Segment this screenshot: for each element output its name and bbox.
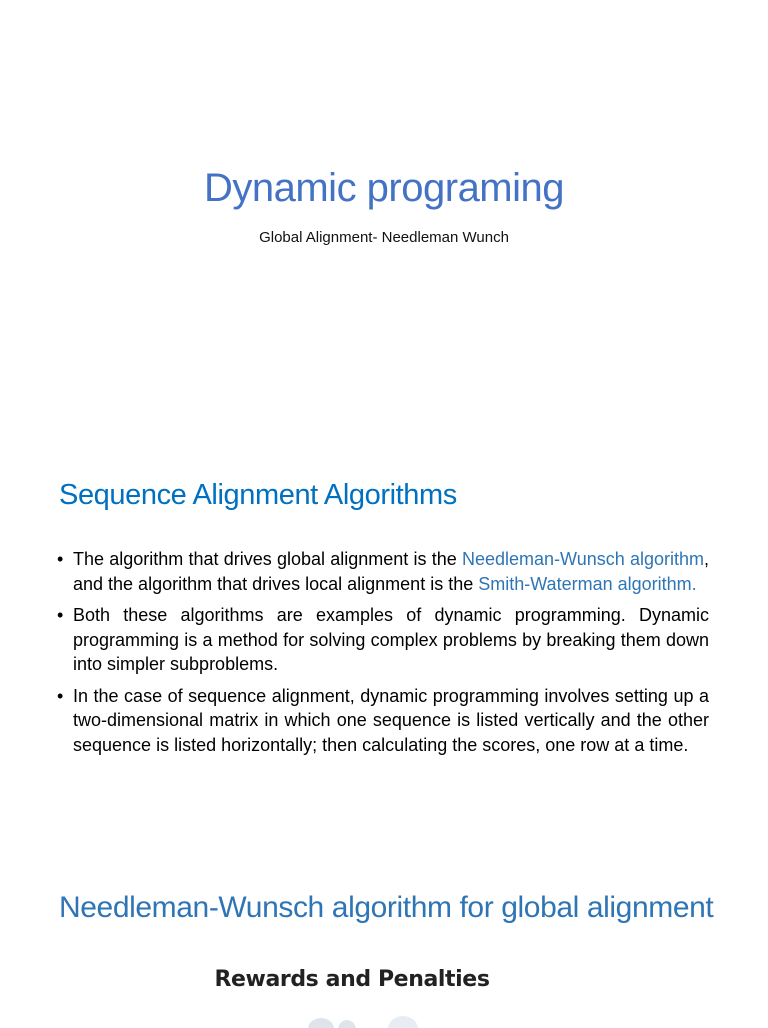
cropped-figure-image: [268, 1014, 428, 1028]
slide-subtitle: Global Alignment- Needleman Wunch: [259, 229, 509, 246]
algorithm-link[interactable]: Smith-Waterman algorithm.: [478, 573, 697, 594]
bullet-dot-icon: •: [57, 685, 64, 706]
slide-title: Dynamic programing: [203, 166, 565, 210]
bullet-item: [57, 603, 709, 677]
bullet-item: [57, 684, 709, 758]
bullet-list: [57, 547, 709, 764]
slide-heading: Needleman-Wunsch algorithm for global alignment: [59, 891, 714, 924]
algorithm-link[interactable]: Needleman-Wunsch algorithm: [461, 549, 704, 569]
title-slide: [0, 0, 768, 432]
needleman-wunsch-slide: [0, 864, 768, 1024]
bullet-text: Both these algorithms are examples of dynamic programming. Dynamic programming is a method for solving complex problems by breaking them down into simpler subproblems.: [73, 605, 709, 674]
bullet-text: The algorithm that drives global alignment is the: [73, 549, 462, 569]
bullet-text: In the case of sequence alignment, dynamic programming involves setting up a two-dimensional matrix in which one sequence is listed vertically and the other sequence is listed horizontally; then calculating the scores, one row at a time.: [73, 685, 709, 755]
sequence-alignment-slide: [0, 432, 768, 864]
bullet-text: , and the algorithm that drives local alignment is the: [73, 549, 710, 594]
rewards-penalties-image-title: Rewards and Penalties: [214, 967, 490, 992]
bullet-item: [57, 547, 709, 596]
bullet-dot-icon: •: [57, 605, 64, 625]
slide-heading: Sequence Alignment Algorithms: [59, 479, 457, 511]
bullet-dot-icon: •: [57, 549, 64, 569]
